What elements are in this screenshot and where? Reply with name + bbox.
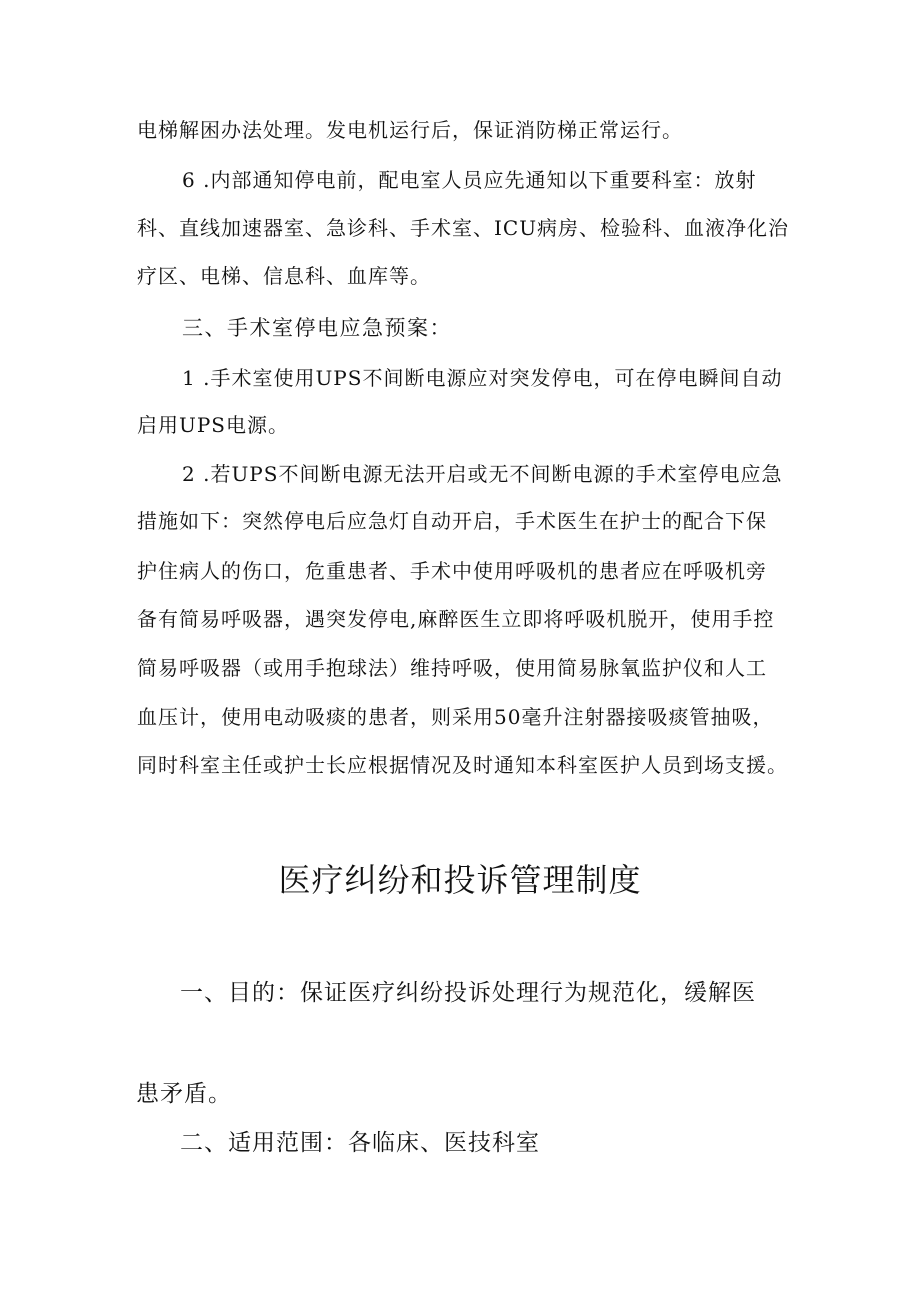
paragraph-line: 血压计，使用电动吸痰的患者，则采用50毫升注射器接吸痰管抽吸，	[137, 705, 774, 729]
section-heading: 二、适用范围：各临床、医技科室	[180, 1130, 540, 1156]
paragraph-line: 电梯解困办法处理。发电机运行后，保证消防梯正常运行。	[137, 118, 683, 142]
document-title: 医疗纠纷和投诉管理制度	[278, 861, 642, 899]
paragraph-line: 备有简易呼吸器，遇突发停电,麻醉医生立即将呼吸机脱开，使用手控	[137, 607, 775, 631]
paragraph-line: 疗区、电梯、信息科、血库等。	[137, 264, 431, 288]
paragraph-line: 1 .手术室使用UPS不间断电源应对突发停电，可在停电瞬间自动	[182, 366, 783, 390]
paragraph-line: 护住病人的伤口，危重患者、手术中使用呼吸机的患者应在呼吸机旁	[137, 559, 767, 583]
paragraph-line: 措施如下：突然停电后应急灯自动开启，手术医生在护士的配合下保	[137, 509, 767, 533]
paragraph-line: 同时科室主任或护士长应根据情况及时通知本科室医护人员到场支援。	[137, 753, 788, 777]
paragraph-line: 患矛盾。	[136, 1081, 232, 1107]
paragraph-line: 2 .若UPS不间断电源无法开启或无不间断电源的手术室停电应急	[182, 462, 783, 486]
section-heading: 三、手术室停电应急预案：	[182, 316, 452, 340]
paragraph-line: 6 .内部通知停电前，配电室人员应先通知以下重要科室：放射	[182, 168, 757, 192]
paragraph-line: 启用UPS电源。	[137, 413, 290, 437]
paragraph-line: 科、直线加速器室、急诊科、手术室、ICU病房、检验科、血液净化治	[137, 216, 790, 240]
paragraph-line: 简易呼吸器（或用手抱球法）维持呼吸，使用简易脉氧监护仪和人工	[137, 656, 767, 680]
section-heading: 一、目的：保证医疗纠纷投诉处理行为规范化，缓解医	[180, 980, 756, 1006]
